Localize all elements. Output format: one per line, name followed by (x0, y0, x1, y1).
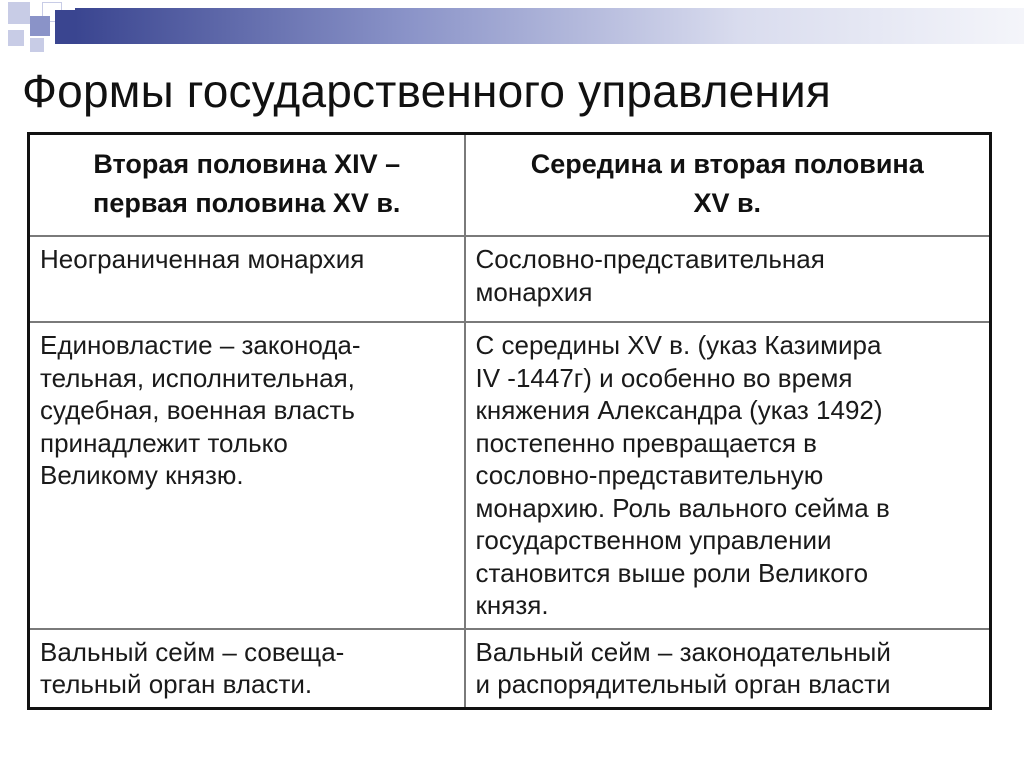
table-cell: Единовластие – законода- тельная, исполнительная, судебная, военная власть принадлежит только Великому князю. (29, 322, 465, 629)
table-cell: Вальный сейм – законодательный и распорядительный орган власти (465, 629, 991, 709)
table-cell: Вальный сейм – совеща- тельный орган власти. (29, 629, 465, 709)
table-row (29, 629, 991, 709)
table-cell: Неограниченная монархия (29, 236, 465, 322)
table-header-row (29, 134, 991, 237)
table-row (29, 236, 991, 322)
column-header-period-1: Вторая половина XIV – первая половина XV в. (29, 134, 465, 237)
table-cell: Сословно-представительная монархия (465, 236, 991, 322)
decor-square (55, 10, 75, 44)
comparison-table (27, 132, 992, 710)
table-row (29, 322, 991, 629)
header-gradient-bar (75, 8, 1024, 44)
decor-square (8, 30, 24, 46)
column-header-period-2: Середина и вторая половина XV в. (465, 134, 991, 237)
decor-square (30, 16, 50, 36)
table-cell: С середины XV в. (указ Казимира IV -1447г) и особенно во время княжения Александра (указ 1492) постепенно превращается в сословно-представительную монархию. Роль вального сейма в государственном управлении становится выше роли Великого князя. (465, 322, 991, 629)
slide-title: Формы государственного управления (22, 65, 832, 117)
decor-square (8, 2, 30, 24)
decor-square (30, 38, 44, 52)
